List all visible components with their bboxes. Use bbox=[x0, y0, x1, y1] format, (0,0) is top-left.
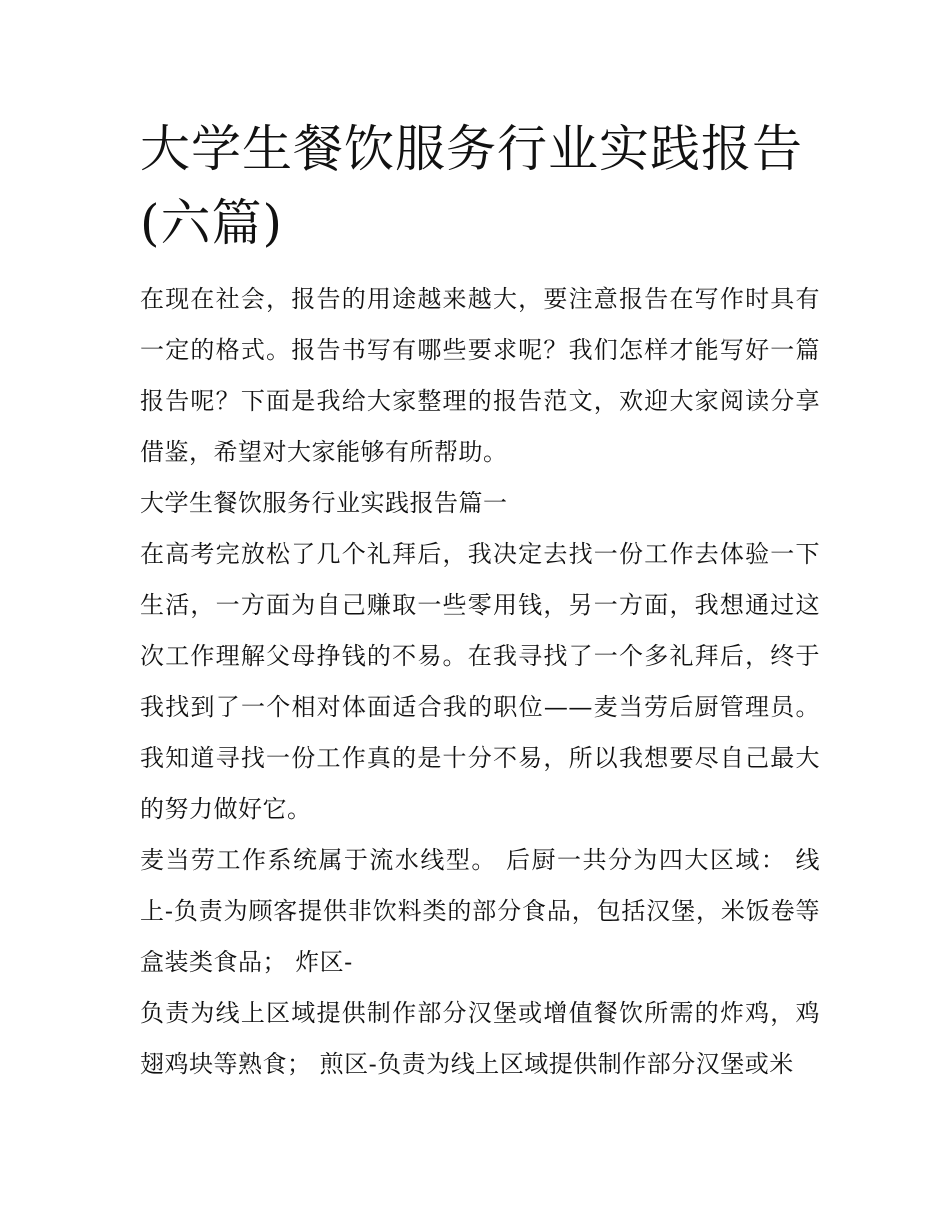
intro-paragraph: 在现在社会，报告的用途越来越大，要注意报告在写作时具有一定的格式。报告书写有哪些要求呢？我们怎样才能写好一篇报告呢？下面是我给大家整理的报告范文，欢迎大家阅读分享借鉴，希望对大家能够有所帮助。 bbox=[140, 285, 820, 466]
body-paragraph: 负责为线上区域提供制作部分汉堡或增值餐饮所需的炸鸡，鸡翅鸡块等熟食； 煎区-负责为线上区域提供制作部分汉堡或米 bbox=[140, 999, 820, 1078]
body-paragraph: 麦当劳工作系统属于流水线型。 后厨一共分为四大区域： 线上-负责为顾客提供非饮料类的部分食品，包括汉堡，米饭卷等盒装类食品； 炸区- bbox=[140, 846, 820, 976]
document-title: 大学生餐饮服务行业实践报告(六篇) bbox=[140, 120, 803, 252]
section-heading: 大学生餐饮服务行业实践报告篇一 bbox=[140, 489, 508, 517]
body-paragraph: 在高考完放松了几个礼拜后，我决定去找一份工作去体验一下生活，一方面为自己赚取一些零用钱，另一方面，我想通过这次工作理解父母挣钱的不易。在我寻找了一个多礼拜后，终于我找到了一个相对体面适合我的职位——麦当劳后厨管理员。我知道寻找一份工作真的是十分不易，所以我想要尽自己最大的努力做好它。 bbox=[140, 540, 820, 823]
document-body bbox=[140, 274, 820, 1090]
